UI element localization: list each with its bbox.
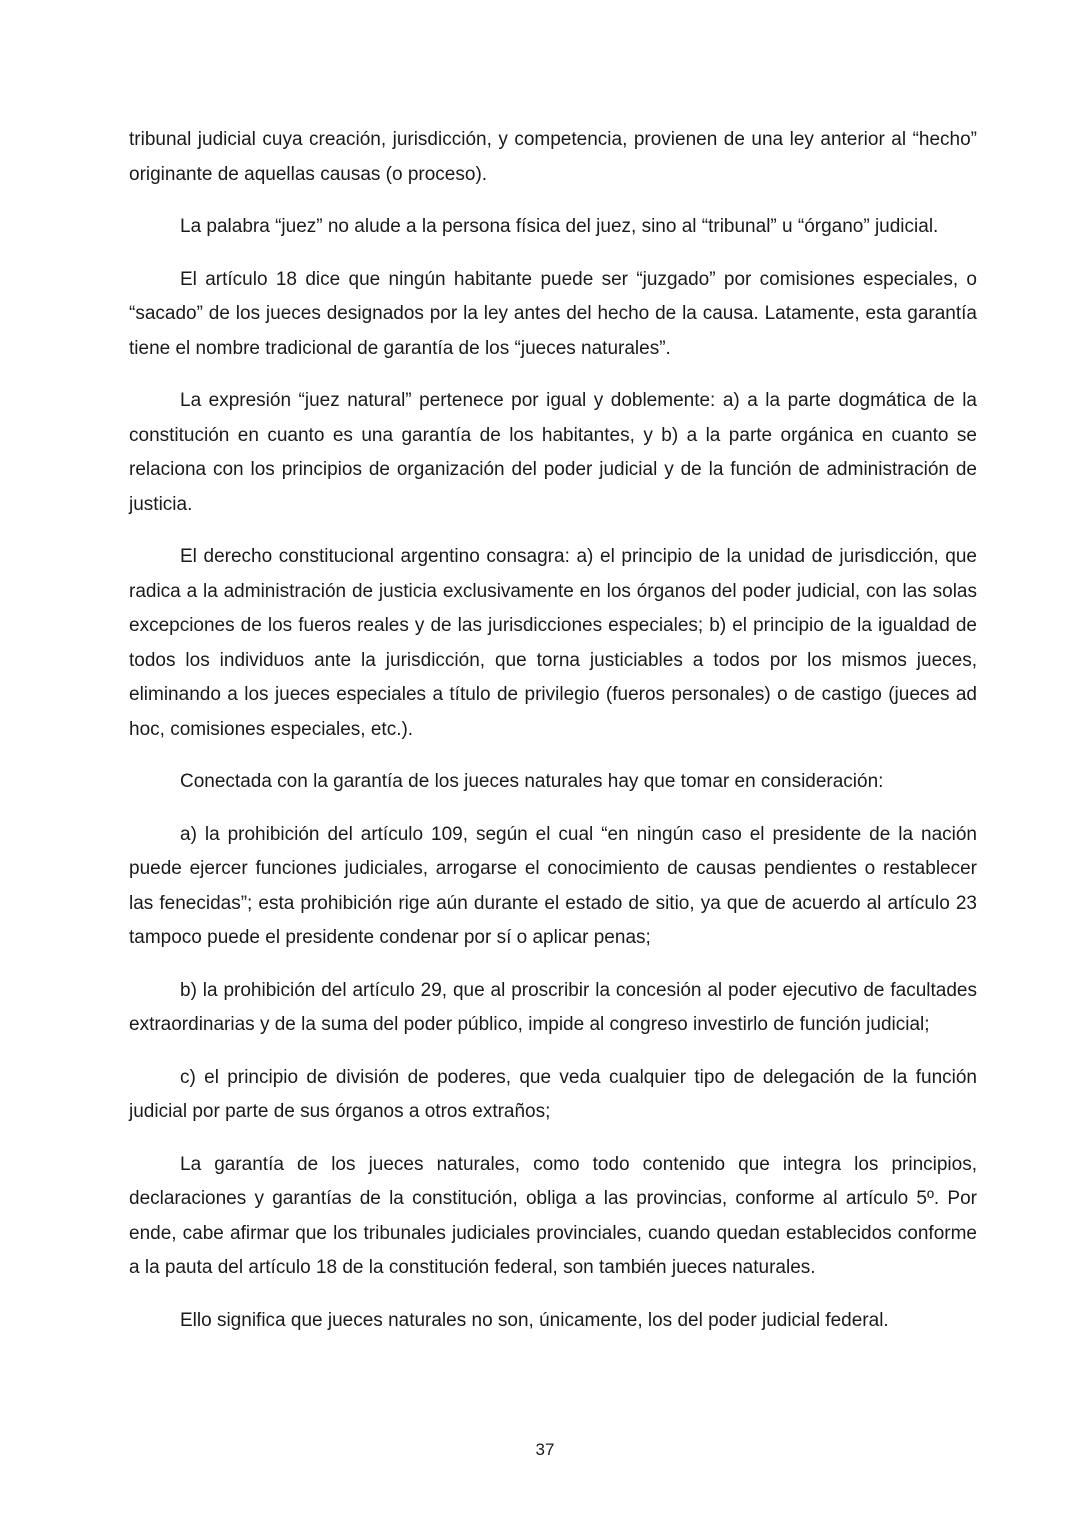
- paragraph-item-c: c) el principio de división de poderes, que veda cualquier tipo de delegación de la función judicial por parte de sus órganos a otros extraños;: [129, 1066, 977, 1122]
- paragraph: La expresión “juez natural” pertenece por igual y doblemente: a) a la parte dogmática de la constitución en cuanto es una garantía de los habitantes, y b) a la parte orgánica en cuanto se relaciona con los principios de organización del poder judicial y de la función de administración de justicia.: [129, 390, 977, 515]
- paragraph: La palabra “juez” no alude a la persona física del juez, sino al “tribunal” u “órgano” judicial.: [180, 216, 939, 237]
- paragraph: El artículo 18 dice que ningún habitante puede ser “juzgado” por comisiones especiales, o “sacado” de los jueces designados por la ley antes del hecho de la causa. Latamente, esta garantía tiene el nombre tradicional de garantía de los “jueces naturales”.: [129, 268, 977, 359]
- paragraph: Ello significa que jueces naturales no son, únicamente, los del poder judicial federal.: [180, 1309, 889, 1331]
- page-number: 37: [535, 1440, 555, 1459]
- paragraph-continuation: tribunal judicial cuya creación, jurisdicción, y competencia, provienen de una ley anterior al “hecho” originante de aquellas causas (o proceso).: [129, 129, 977, 185]
- paragraph: La garantía de los jueces naturales, como todo contenido que integra los principios, declaraciones y garantías de la constitución, obliga a las provincias, conforme al artículo 5º. Por ende, cabe afirmar que los tribunales judiciales provinciales, cuando quedan establecidos conforme a la pauta del artículo 18 de la constitución federal, son también jueces naturales.: [129, 1153, 977, 1278]
- document-body: [129, 123, 977, 1356]
- paragraph-item-b: b) la prohibición del artículo 29, que al proscribir la concesión al poder ejecutivo de facultades extraordinarias y de la suma del poder público, impide al congreso investirlo de función judicial;: [129, 979, 977, 1035]
- paragraph: El derecho constitucional argentino consagra: a) el principio de la unidad de jurisdicción, que radica a la administración de justicia exclusivamente en los órganos del poder judicial, con las solas excepciones de los fueros reales y de las jurisdicciones especiales; b) el principio de la igualdad de todos los individuos ante la jurisdicción, que torna justiciables a todos por los mismos jueces, eliminando a los jueces especiales a título de privilegio (fueros personales) o de castigo (jueces ad hoc, comisiones especiales, etc.).: [129, 546, 977, 740]
- paragraph-item-a: a) la prohibición del artículo 109, según el cual “en ningún caso el presidente de la nación puede ejercer funciones judiciales, arrogarse el conocimiento de causas pendientes o restablecer las fenecidas”; esta prohibición rige aún durante el estado de sitio, ya que de acuerdo al artículo 23 tampoco puede el presidente condenar por sí o aplicar penas;: [129, 823, 977, 948]
- paragraph: Conectada con la garantía de los jueces naturales hay que tomar en consideración:: [180, 771, 884, 792]
